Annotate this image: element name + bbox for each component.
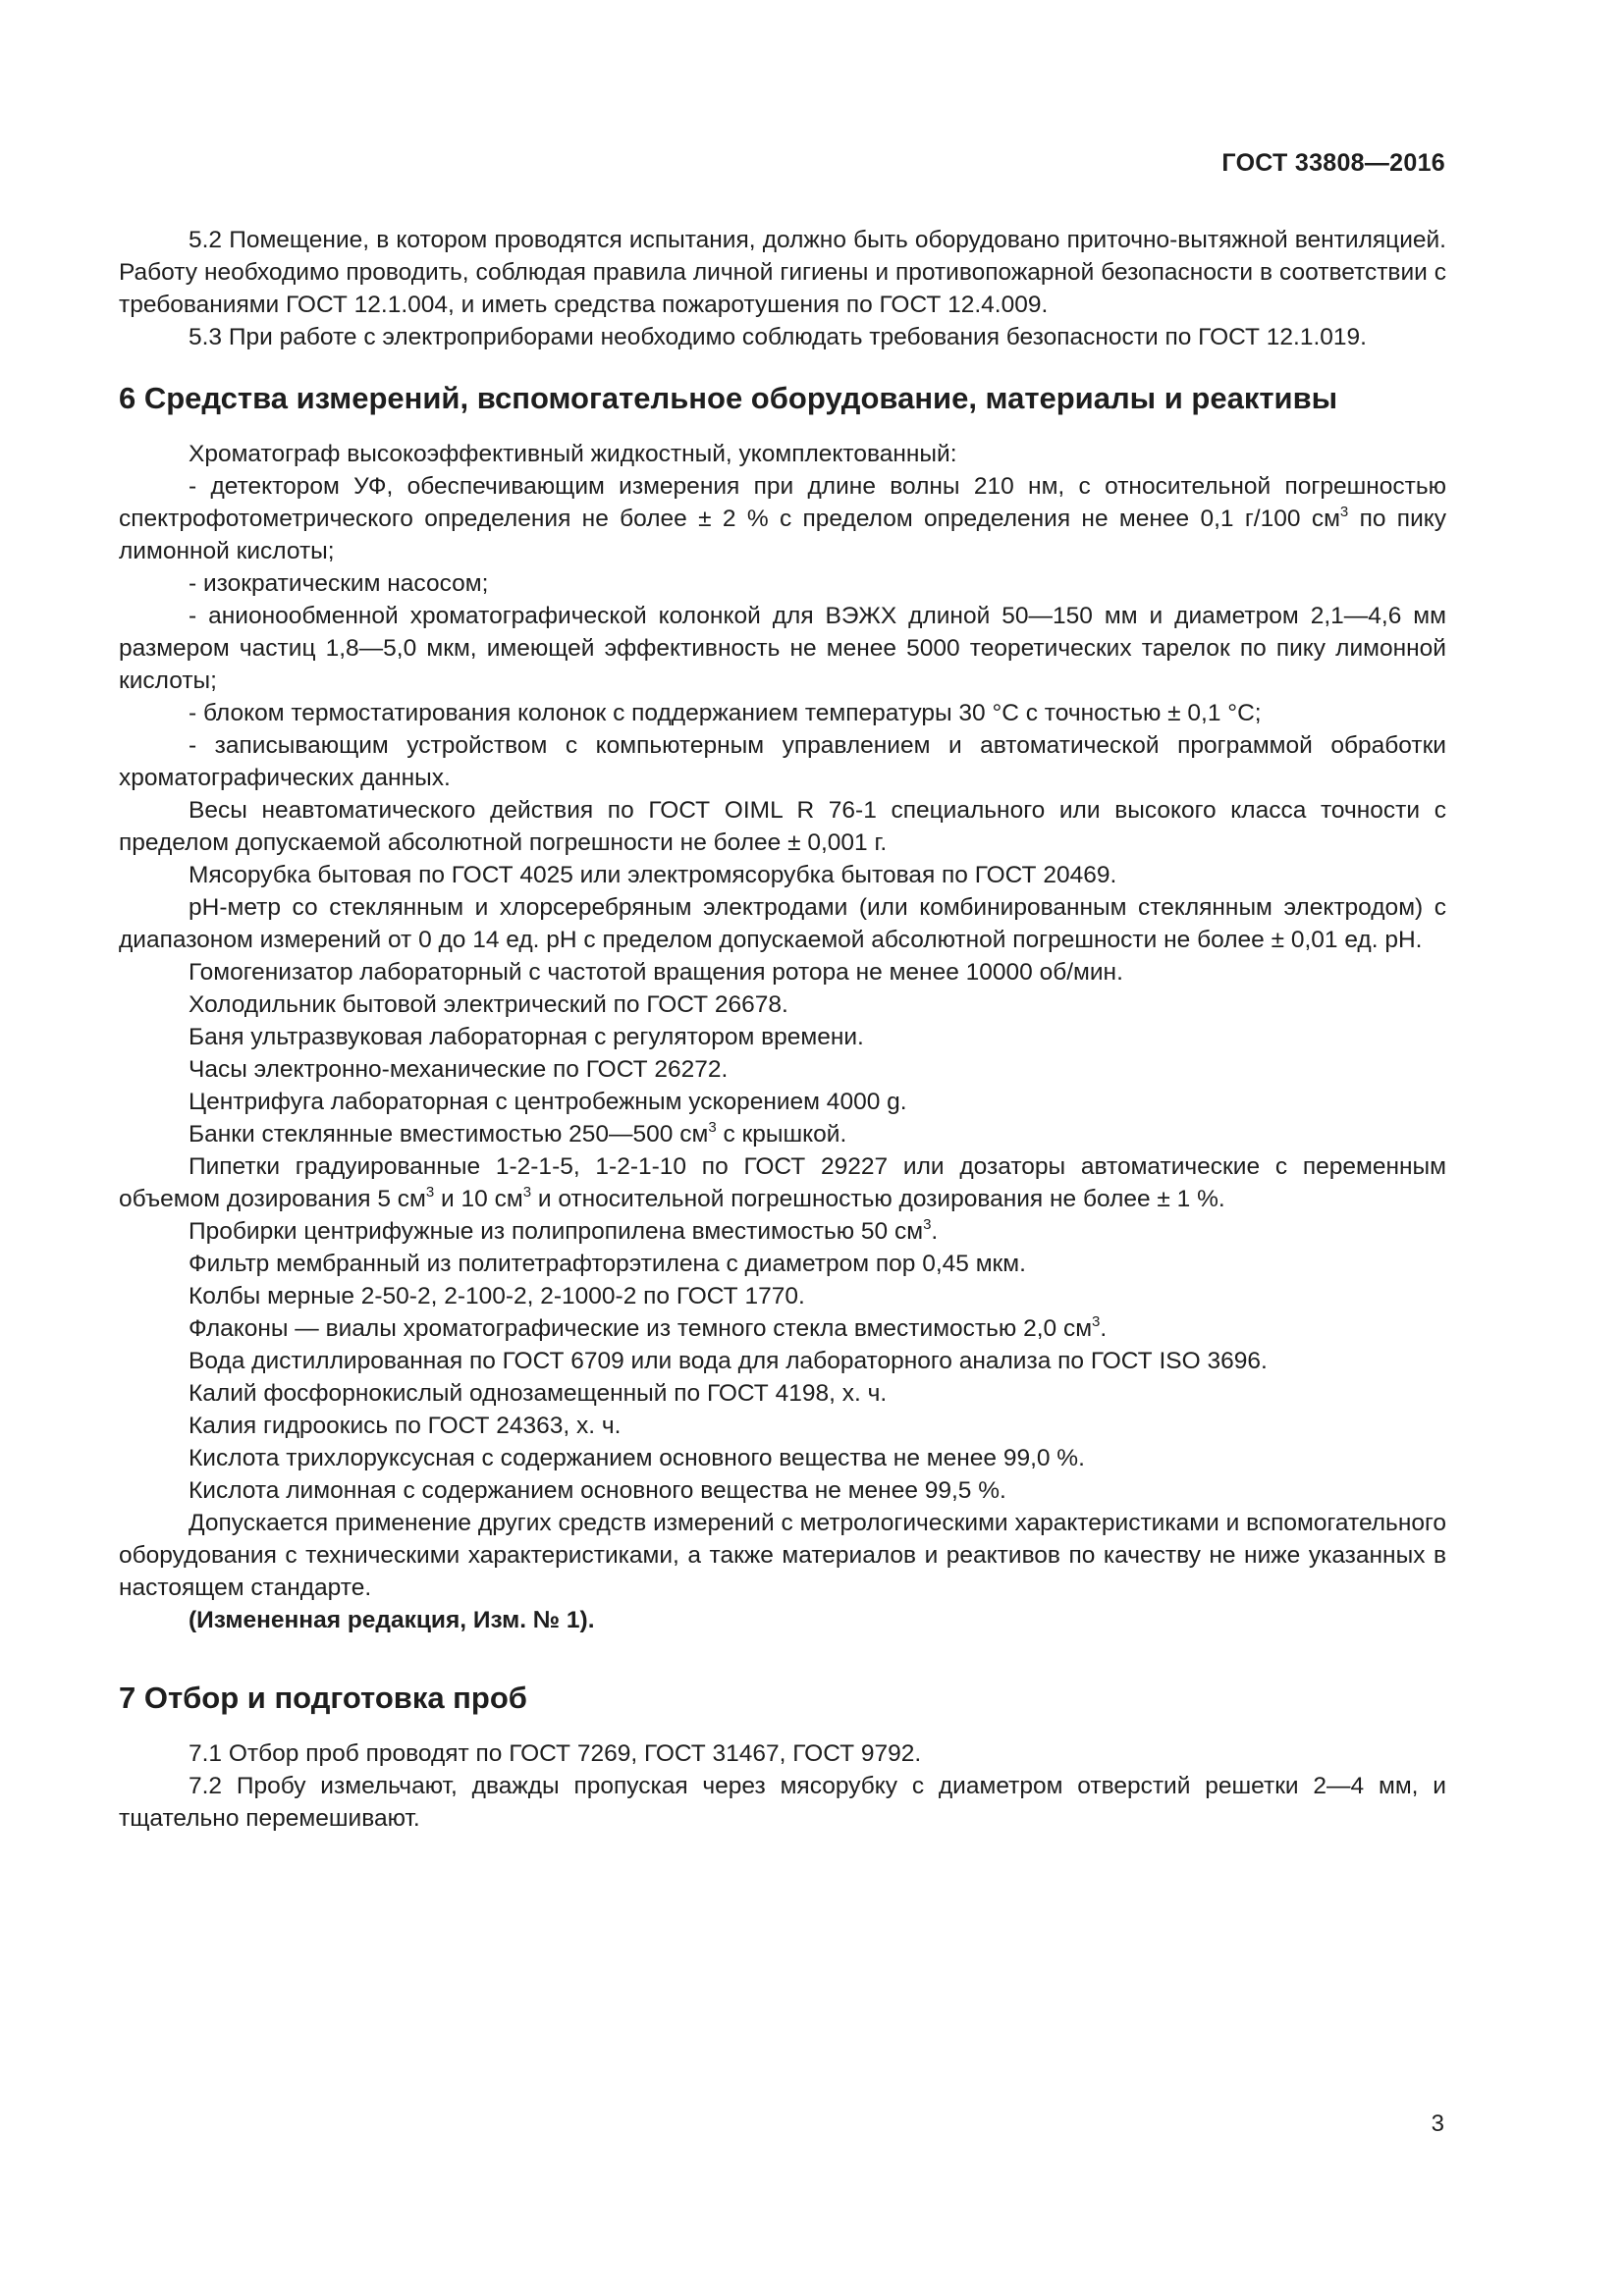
section-6-heading: 6 Средства измерений, вспомогательное оборудование, материалы и реактивы <box>119 381 1338 415</box>
flasks-item: Колбы мерные 2-50-2, 2-100-2, 2-1000-2 по ГОСТ 1770. <box>189 1283 805 1309</box>
homogenizer-item: Гомогенизатор лабораторный с частотой вращения ротора не менее 10000 об/мин. <box>189 959 1123 986</box>
paragraph-5-3: 5.3 При работе с электроприборами необходимо соблюдать требования безопасности по ГОСТ 12.1.019. <box>189 324 1367 350</box>
column-item: - анионообменной хроматографической колонкой для ВЭЖХ длиной 50—150 мм и диаметром 2,1—4,6 мм размером частиц 1,8—5,0 мкм, имеющей эффективность не менее 5000 теоретических тарелок по пику лимонной кислоты; <box>119 603 1446 694</box>
clock-item: Часы электронно-механические по ГОСТ 26272. <box>189 1056 729 1083</box>
citric-acid-item: Кислота лимонная с содержанием основного вещества не менее 99,5 %. <box>189 1477 1006 1504</box>
alternatives-paragraph: Допускается применение других средств измерений с метрологическими характеристиками и вспомогательного оборудования с техническими характеристиками, а также материалов и реактивов по качеству не ниже указанных в настоящем стандарте. <box>119 1510 1446 1601</box>
fridge-item: Холодильник бытовой электрический по ГОСТ 26678. <box>189 991 788 1018</box>
uv-detector-item: - детектором УФ, обеспечивающим измерения при длине волны 210 нм, с относительной погрешностью спектрофотометрического определения не более ± 2 % с пределом определения не менее 0,1 г/100 $см^3$ по пику лимонной кислоты; <box>119 473 1447 564</box>
section-7-heading: 7 Отбор и подготовка проб <box>119 1681 527 1715</box>
paragraph-5-2: 5.2 Помещение, в котором проводятся испытания, должно быть оборудовано приточно-вытяжной вентиляцией. Работу необходимо проводить, соблюдая правила личной гигиены и противопожарной безопасности в соответствии с требованиями ГОСТ 12.1.004, и иметь средства пожаротушения по ГОСТ 12.4.009. <box>119 227 1446 318</box>
standard-number-header: ГОСТ 33808—2016 <box>1221 149 1445 177</box>
pipettes-item: Пипетки градуированные 1-2-1-5, 1-2-1-10 по ГОСТ 29227 или дозаторы автоматические с переменным объемом дозирования 5 $см^3$ и 10 $см^3$ и относительной погрешностью дозирования не более ± 1 %. <box>119 1153 1446 1212</box>
page-number: 3 <box>1431 2110 1444 2137</box>
scales-item: Весы неавтоматического действия по ГОСТ OIML R 76-1 специального или высокого класса точности с пределом допускаемой абсолютной погрешности не более ± 0,001 г. <box>119 797 1446 856</box>
pump-item: - изократическим насосом; <box>189 570 489 597</box>
filter-item: Фильтр мембранный из политетрафторэтилена с диаметром пор 0,45 мкм. <box>189 1251 1026 1277</box>
page-content <box>119 224 1446 1835</box>
mincer-item: Мясорубка бытовая по ГОСТ 4025 или электромясорубка бытовая по ГОСТ 20469. <box>189 862 1117 888</box>
paragraph-7-2: 7.2 Пробу измельчают, дважды пропуская через мясорубку с диаметром отверстий решетки 2—4 мм, и тщательно перемешивают. <box>119 1773 1446 1832</box>
potassium-phosphate-item: Калий фосфорнокислый однозамещенный по ГОСТ 4198, х. ч. <box>189 1380 888 1407</box>
amendment-note: (Измененная редакция, Изм. № 1). <box>189 1607 595 1633</box>
jars-item: Банки стеклянные вместимостью 250—500 $см^3$ с крышкой. <box>189 1118 847 1148</box>
centrifuge-item: Центрифуга лабораторная с центробежным ускорением 4000 g. <box>189 1089 907 1115</box>
trichloroacetic-acid-item: Кислота трихлоруксусная с содержанием основного вещества не менее 99,0 %. <box>189 1445 1085 1471</box>
tubes-item: Пробирки центрифужные из полипропилена вместимостью 50 $см^3$. <box>189 1215 939 1245</box>
potassium-hydroxide-item: Калия гидроокись по ГОСТ 24363, х. ч. <box>189 1413 622 1439</box>
thermostat-item: - блоком термостатирования колонок с поддержанием температуры 30 °С с точностью ± 0,1 °С; <box>189 700 1262 726</box>
ph-meter-item: pH-метр со стеклянным и хлорсеребряным электродами (или комбинированным стеклянным электродом) с диапазоном измерений от 0 до 14 ед. pH с пределом допускаемой абсолютной погрешности не более ± 0,01 ед. pH. <box>119 894 1446 953</box>
paragraph-7-1: 7.1 Отбор проб проводят по ГОСТ 7269, ГОСТ 31467, ГОСТ 9792. <box>189 1740 922 1767</box>
ultrasonic-bath-item: Баня ультразвуковая лабораторная с регулятором времени. <box>189 1024 864 1050</box>
vials-item: Флаконы — виалы хроматографические из темного стекла вместимостью 2,0 $см^3$. <box>189 1312 1108 1342</box>
chromatograph-item: Хроматограф высокоэффективный жидкостный, укомплектованный: <box>189 441 957 467</box>
water-item: Вода дистиллированная по ГОСТ 6709 или вода для лабораторного анализа по ГОСТ ISO 3696. <box>189 1348 1268 1374</box>
recorder-item: - записывающим устройством с компьютерным управлением и автоматической программой обработки хроматографических данных. <box>119 732 1446 791</box>
